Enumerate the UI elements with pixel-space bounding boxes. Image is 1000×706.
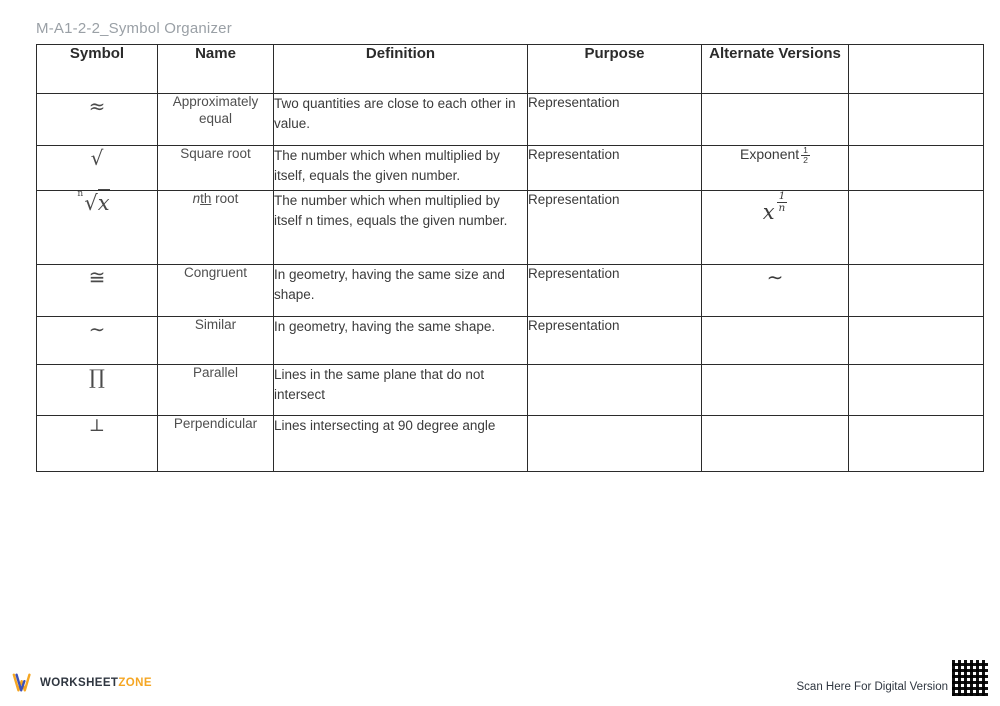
brand-logo-text — [40, 677, 152, 689]
table-row — [37, 365, 984, 416]
cell-definition: In geometry, having the same shape. — [274, 317, 528, 365]
cell-blank — [849, 146, 984, 191]
column-header-blank — [849, 45, 984, 94]
fraction-one-half: $\frac{1}{2}$ — [803, 145, 808, 165]
cell-blank — [849, 416, 984, 472]
cell-definition: Lines in the same plane that do not intersect — [274, 365, 528, 416]
cell-name: Similar — [158, 317, 274, 365]
cell-symbol: ∼ — [37, 317, 158, 365]
cell-blank — [849, 317, 984, 365]
cell-blank — [849, 94, 984, 146]
nth-root-symbol: n √x — [77, 189, 110, 215]
table-header-row — [37, 45, 984, 94]
cell-blank — [849, 365, 984, 416]
cell-symbol — [37, 191, 158, 265]
cell-name: Perpendicular — [158, 416, 274, 472]
cell-alternate: ∼ — [702, 265, 849, 317]
table-row — [37, 317, 984, 365]
table-body — [37, 94, 984, 472]
cell-purpose: Representation — [528, 146, 702, 191]
symbol-organizer-table — [36, 44, 984, 472]
cell-symbol: ≈ — [37, 94, 158, 146]
table-row — [37, 146, 984, 191]
cell-definition: In geometry, having the same size and shape. — [274, 265, 528, 317]
cell-alternate — [702, 191, 849, 265]
cell-name: nth root — [158, 191, 274, 265]
cell-purpose: Representation — [528, 265, 702, 317]
cell-definition: Two quantities are close to each other in value. — [274, 94, 528, 146]
column-header-purpose: Purpose — [528, 45, 702, 94]
worksheet-zone-logo-icon — [12, 672, 34, 694]
cell-name: Parallel — [158, 365, 274, 416]
cell-name: Approximately equal — [158, 94, 274, 146]
brand-worksheet-label: WORKSHEET — [40, 677, 119, 689]
brand-zone-label: ZONE — [118, 677, 152, 689]
alternate-exponent-label: Exponent — [740, 146, 800, 162]
cell-alternate — [702, 365, 849, 416]
brand-logo — [12, 672, 152, 694]
cell-symbol: ∏ — [37, 365, 158, 416]
cell-symbol: ⊥ — [37, 416, 158, 472]
table-row — [37, 416, 984, 472]
cell-symbol: √ — [37, 146, 158, 191]
cell-blank — [849, 265, 984, 317]
cell-purpose: Representation — [528, 191, 702, 265]
cell-symbol: ≅ — [37, 265, 158, 317]
cell-alternate — [702, 317, 849, 365]
column-header-definition: Definition — [274, 45, 528, 94]
table-row — [37, 265, 984, 317]
page-title: M-A1-2-2_Symbol Organizer — [36, 20, 232, 37]
x-to-one-over-n: x $\frac{1}{n}$ — [762, 190, 786, 224]
table-row — [37, 191, 984, 265]
cell-alternate — [702, 94, 849, 146]
column-header-name: Name — [158, 45, 274, 94]
cell-purpose — [528, 416, 702, 472]
cell-name: Congruent — [158, 265, 274, 317]
qr-code[interactable] — [950, 658, 990, 698]
cell-definition: The number which when multiplied by itself, equals the given number. — [274, 146, 528, 191]
cell-purpose: Representation — [528, 94, 702, 146]
cell-purpose: Representation — [528, 317, 702, 365]
cell-blank — [849, 191, 984, 265]
cell-alternate — [702, 146, 849, 191]
cell-definition: The number which when multiplied by itself n times, equals the given number. — [274, 191, 528, 265]
column-header-alternate-versions: Alternate Versions — [702, 45, 849, 94]
cell-alternate — [702, 416, 849, 472]
cell-definition: Lines intersecting at 90 degree angle — [274, 416, 528, 472]
symbol-organizer-table-wrapper — [36, 44, 983, 472]
table-row — [37, 94, 984, 146]
cell-name: Square root — [158, 146, 274, 191]
column-header-symbol: Symbol — [37, 45, 158, 94]
scan-instruction-text: Scan Here For Digital Version — [796, 681, 948, 693]
table-header — [37, 45, 984, 94]
cell-purpose — [528, 365, 702, 416]
